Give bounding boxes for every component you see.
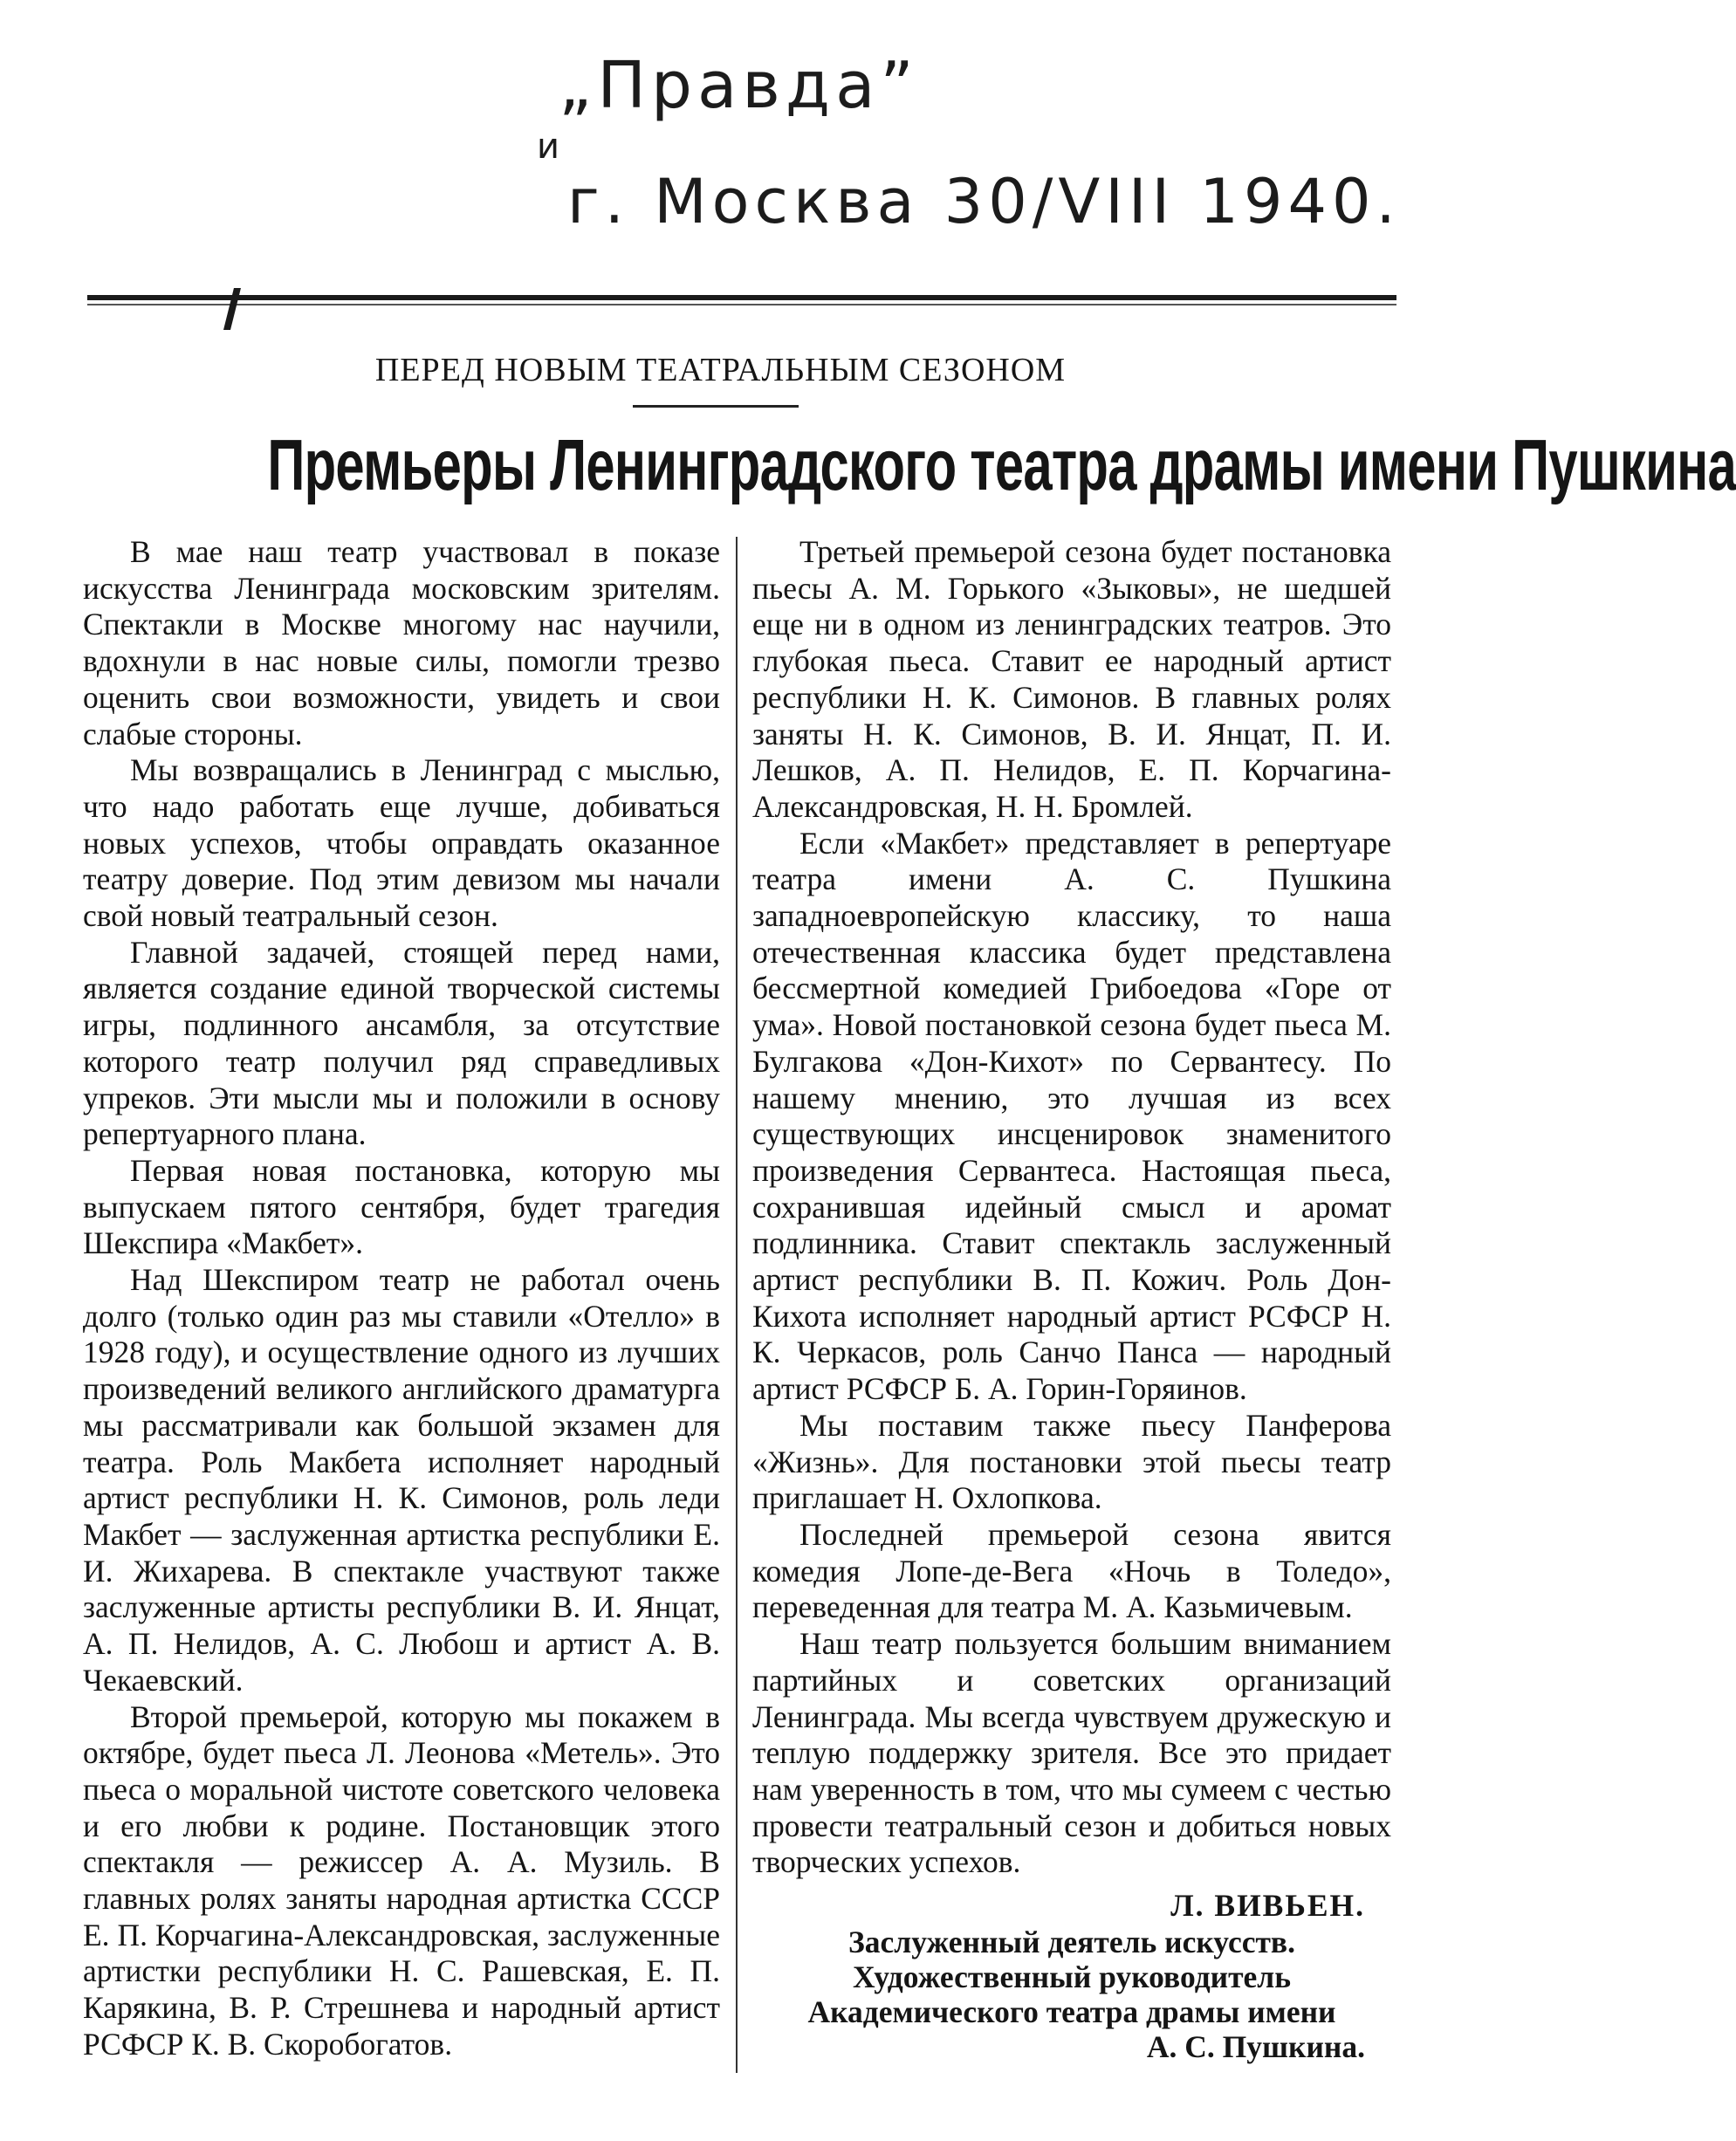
paragraph: Первая новая постановка, которую мы выпускаем пятого сентября, будет трагедия Шекспира «Макбет».	[83, 1152, 720, 1261]
paragraph: Над Шекспиром театр не работал очень долго (только один раз мы ставили «Отелло» в 1928 году), и осуществление одного из лучших произведений великого английского драматурга мы рассматривали как большой экзамен для театра. Роль Макбета исполняет народный артист республики Н. К. Симонов, роль леди Макбет — заслуженная артистка республики Е. И. Жихарева. В спектакле участвуют также заслуженные артисты республики В. И. Янцат, А. П. Нелидов, А. С. Любош и артист А. В. Чекаевский.	[83, 1262, 720, 1698]
paragraph: Второй премьерой, которую мы покажем в октябре, будет пьеса Л. Леонова «Метель». Это пьеса о моральной чистоте советского человека и его любви к родине. Постановщик этого спектакля — режиссер А. А. Музиль. В главных ролях заняты народная артистка СССР Е. П. Корчагина-Александровская, заслуженные артистки республики Н. С. Рашевская, Е. П. Карякина, В. Р. Стрешнева и народный артист РСФСР К. В. Скоробогатов.	[83, 1698, 720, 2062]
article-headline: Премьеры Ленинградского театра драмы имени Пушкина	[267, 424, 1736, 505]
column-divider	[736, 537, 738, 2073]
paragraph: Наш театр пользуется большим вниманием партийных и советских организаций Ленинграда. Мы всегда чувствуем дружескую и теплую поддержку зрителя. Все это придает нам уверенность в том, что мы сумеем с честью провести театральный сезон и добиться новых творческих успехов.	[752, 1626, 1391, 1880]
author-title-end: А. С. Пушкина.	[1146, 2028, 1365, 2064]
top-rule	[87, 295, 1396, 300]
paragraph: Мы поставим также пьесу Панферова «Жизнь». Для постановки этой пьесы театр приглашает Н. Охлопкова.	[752, 1407, 1391, 1516]
author-name: Л. ВИВЬЕН.	[1170, 1888, 1365, 1924]
handwritten-mark: и	[537, 127, 565, 167]
handwritten-newspaper-name: „Правда”	[559, 48, 919, 123]
left-column	[83, 534, 720, 2063]
paragraph: Последней премьерой сезона явится комедия Лопе-де-Вега «Ночь в Толедо», переведенная для театра М. А. Казьмичевым.	[752, 1516, 1391, 1625]
author-title: Заслуженный деятель искусств. Художественный руководитель Академического театра драмы имени	[807, 1924, 1336, 2029]
paragraph: Главной задачей, стоящей перед нами, является создание единой творческой системы игры, подлинного ансамбля, за отсутствие которого театр получил ряд справедливых упреков. Эти мысли мы и положили в основу репертуарного плана.	[83, 934, 720, 1152]
paragraph: Третьей премьерой сезона будет постановка пьесы А. М. Горького «Зыковы», не шедшей еще ни в одном из ленинградских театров. Это глубокая пьеса. Ставит ее народный артист республики Н. К. Симонов. В главных ролях заняты Н. К. Симонов, В. И. Янцат, П. И. Лешков, А. П. Нелидов, Е. П. Корчагина-Александровская, Н. Н. Бромлей.	[752, 534, 1391, 824]
rubric-underline	[633, 405, 799, 408]
paragraph: Если «Макбет» представляет в репертуаре театра имени А. С. Пушкина западноевропейскую классику, то наша отечественная классика будет представлена бессмертной комедией Грибоедова «Горе от ума». Новой постановкой сезона будет пьеса М. Булгакова «Дон-Кихот» по Сервантесу. По нашему мнению, это лучшая из всех существующих инсценировок знаменитого произведения Сервантеса. Настоящая пьеса, сохранившая идейный смысл и аромат подлинника. Ставит спектакль заслуженный артист республики В. П. Кожич. Роль Дон-Кихота исполняет народный артист РСФСР Н. К. Черкасов, роль Санчо Панса — народный артист РСФСР Б. А. Горин-Горяинов.	[752, 825, 1391, 1407]
handwritten-city-date: г. Москва 30/VIII 1940.	[567, 166, 1401, 237]
right-column	[752, 534, 1391, 2065]
paragraph: В мае наш театр участвовал в показе искусства Ленинграда московским зрителям. Спектакли в Москве многому нас научили, вдохнули в нас новые силы, помогли трезво оценить свои возможности, увидеть и свои слабые стороны.	[83, 534, 720, 751]
section-rubric: ПЕРЕД НОВЫМ ТЕАТРАЛЬНЫМ СЕЗОНОМ	[374, 352, 1067, 388]
paragraph: Мы возвращались в Ленинград с мыслью, что надо работать еще лучше, добиваться новых успехов, чтобы оправдать оказанное театру доверие. Под этим девизом мы начали свой новый театральный сезон.	[83, 752, 720, 934]
top-rule-thin	[87, 304, 1396, 305]
